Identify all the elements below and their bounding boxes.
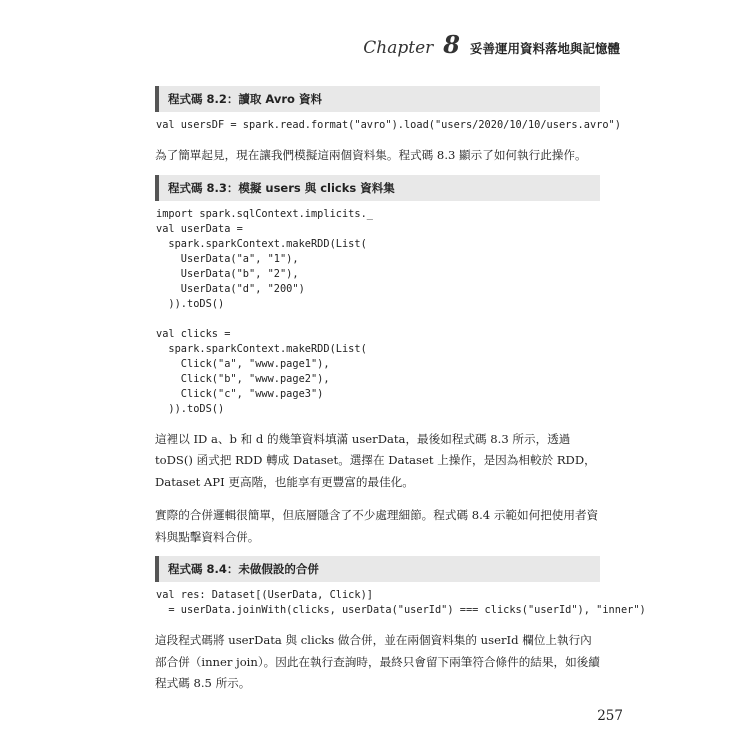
listing-8-3-title: 程式碼 8.3：模擬 users 與 clicks 資料集 [155,175,600,201]
listing-8-2-title: 程式碼 8.2：讀取 Avro 資料 [155,86,600,112]
page-number: 257 [597,708,623,724]
chapter-number: 8 [443,30,460,59]
running-header [363,30,620,59]
listing-8-2-code: val usersDF = spark.read.format("avro").load("users/2020/10/10/users.avro") [156,119,621,131]
paragraph-2: 這裡以 ID a、b 和 d 的幾筆資料填滿 userData，最後如程式碼 8.3 所示，透過 toDS() 函式把 RDD 轉成 Dataset。選擇在 Dataset 上操作，是因為相較於 RDD，Dataset API 更高階，也能享有更豐富的最佳化。 [155,431,596,489]
paragraph-1: 為了簡單起見，現在讓我們模擬這兩個資料集。程式碼 8.3 顯示了如何執行此操作。 [155,148,587,162]
paragraph-4: 這段程式碼將 userData 與 clicks 做合併，並在兩個資料集的 userId 欄位上執行內部合併（inner join）。因此在執行查詢時，最終只會留下兩筆符合條件的結果，如後續程式碼 8.5 所示。 [155,633,600,690]
chapter-title: 妥善運用資料落地與記憶體 [469,41,620,56]
page-body [155,78,646,695]
listing-8-3-code: import spark.sqlContext.implicits._ val userData = spark.sparkContext.makeRDD(List( UserData("a", "1"), UserData("b", "2"), UserData("d", "200") )).toDS() val clicks = spark.sparkContext.makeRDD(List( Click("a", "www.page1"), Click("b", "www.page2"), Click("c", "www.page3") )).toDS() [156,207,373,415]
listing-8-4-code: val res: Dataset[(UserData, Click)] = userData.joinWith(clicks, userData("userId") === clicks("userId"), "inner") [156,589,646,616]
listing-8-4-title: 程式碼 8.4：未做假設的合併 [155,556,600,582]
paragraph-3: 實際的合併邏輯很簡單，但底層隱含了不少處理細節。程式碼 8.4 示範如何把使用者資料與點擊資料合併。 [155,508,599,544]
chapter-label: Chapter [363,38,434,58]
